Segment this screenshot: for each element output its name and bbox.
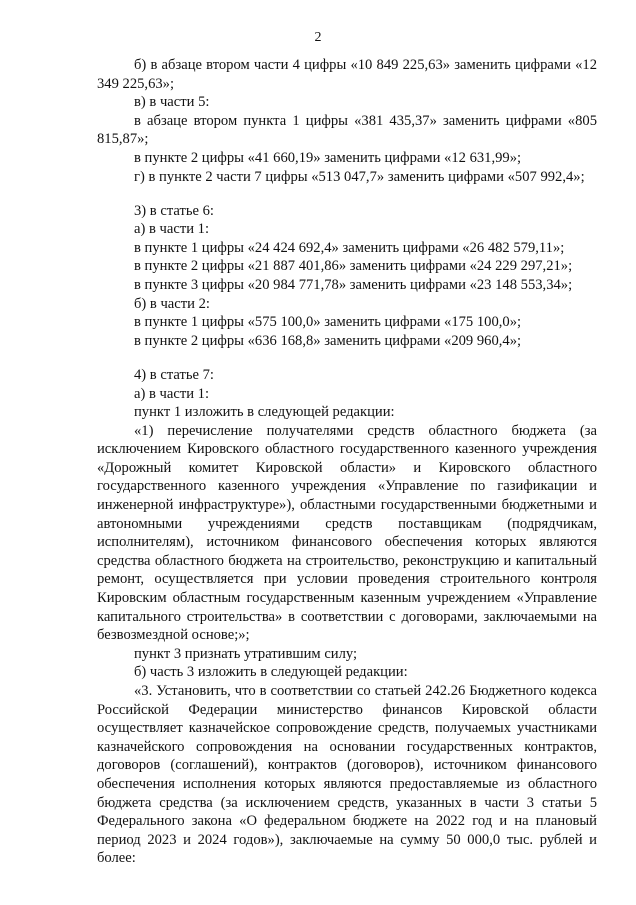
paragraph-gap xyxy=(97,350,597,366)
document-paragraph: б) в абзаце втором части 4 цифры «10 849 225,63» заменить цифрами «12 349 225,63»; xyxy=(97,57,597,92)
document-paragraph: 4) в статье 7: xyxy=(134,366,214,383)
document-paragraph: а) в части 1: xyxy=(134,385,210,402)
document-body xyxy=(97,56,597,868)
document-paragraph: в пункте 2 цифры «41 660,19» заменить цифрами «12 631,99»; xyxy=(134,149,522,166)
document-paragraph: в пункте 1 цифры «24 424 692,4» заменить цифрами «26 482 579,11»; xyxy=(134,239,565,256)
document-paragraph: г) в пункте 2 части 7 цифры «513 047,7» заменить цифрами «507 992,4»; xyxy=(134,168,585,185)
document-paragraph: б) в части 2: xyxy=(134,295,210,312)
document-paragraph: в абзаце втором пункта 1 цифры «381 435,37» заменить цифрами «805 815,87»; xyxy=(97,112,597,148)
document-paragraph: в) в части 5: xyxy=(134,94,210,111)
document-paragraph: в пункте 2 цифры «636 168,8» заменить цифрами «209 960,4»; xyxy=(134,332,522,349)
document-paragraph: в пункте 3 цифры «20 984 771,78» заменить цифрами «23 148 553,34»; xyxy=(134,277,573,294)
document-paragraph: в пункте 1 цифры «575 100,0» заменить цифрами «175 100,0»; xyxy=(134,314,522,331)
document-paragraph: а) в части 1: xyxy=(134,221,210,238)
document-paragraph: «3. Установить, что в соответствии со статьей 242.26 Бюджетного кодекса Российской Федерации министерство финансов Кировской области осуществляет казначейское сопровождение средств, получаемых участниками казначейского сопровождения на основании государственных контрактов, договоров (соглашений), контрактов (договоров), источником финансового обеспечения исполнения которых являются предоставляемые из областного бюджета средства (за исключением средств, указанных в части 3 статьи 5 Федерального закона «О федеральном бюджете на 2022 год и на плановый период 2023 и 2024 годов»), заключаемые на сумму 50 000,0 тыс. рублей и более: xyxy=(97,683,597,867)
paragraph-gap xyxy=(97,186,597,202)
document-paragraph: 3) в статье 6: xyxy=(134,202,214,219)
document-paragraph: «1) перечисление получателями средств областного бюджета (за исключением Кировского областного государственного казенного учреждения «Дорожный комитет Кировской области» и Кировского областного государственного казенного учреждения «Управление по газификации и инженерной инфраструктуре»), областными государственными бюджетными и автономными учреждениями средств поставщикам (подрядчикам, исполнителям), источником финансового обеспечения которых являются средства областного бюджета на строительство, реконструкцию и капитальный ремонт, осуществляется при условии проведения строительного контроля Кировским областным государственным казенным учреждением «Управление капитального строительства» в соответствии с договорами, заключаемыми на безвозмездной основе;»; xyxy=(97,422,597,644)
document-paragraph: пункт 1 изложить в следующей редакции: xyxy=(134,404,395,421)
document-paragraph: б) часть 3 изложить в следующей редакции: xyxy=(134,664,408,681)
document-paragraph: пункт 3 признать утратившим силу; xyxy=(134,645,358,662)
document-paragraph: в пункте 2 цифры «21 887 401,86» заменить цифрами «24 229 297,21»; xyxy=(134,258,573,275)
page-number: 2 xyxy=(314,30,322,45)
